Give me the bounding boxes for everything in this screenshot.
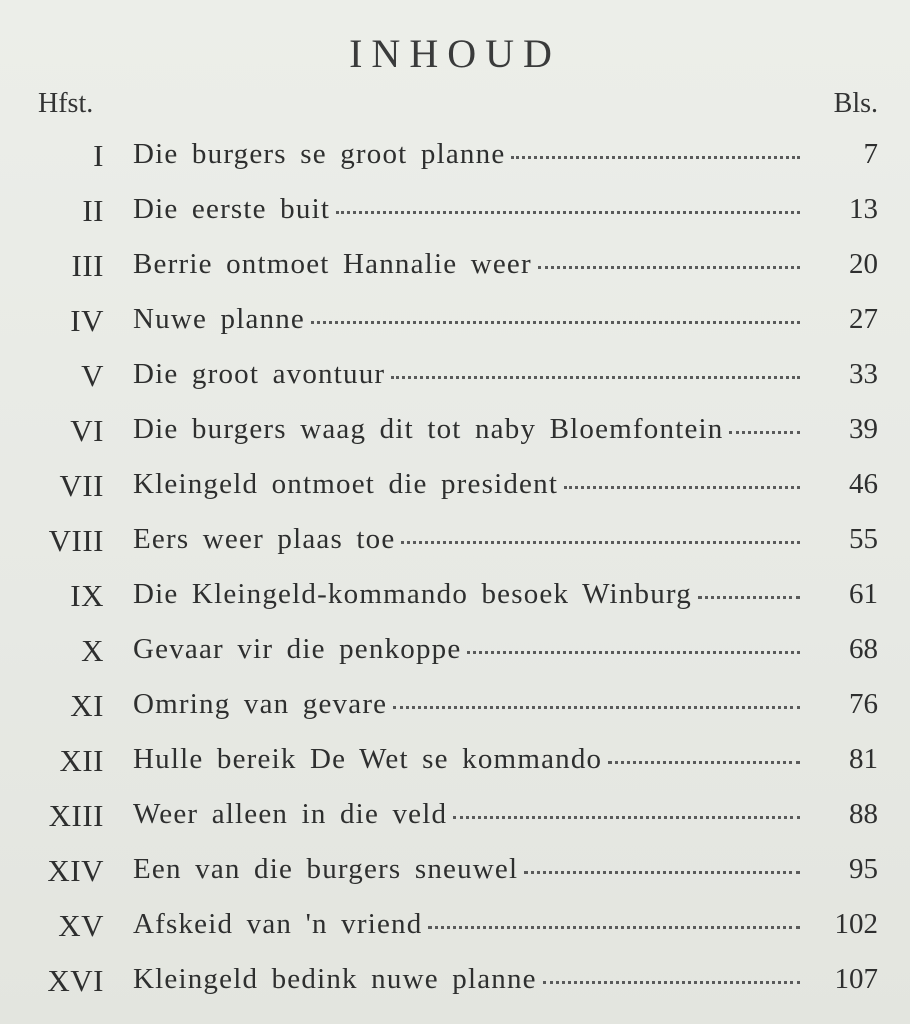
toc-row — [0, 185, 910, 239]
toc-row — [0, 405, 910, 459]
dot-leader — [311, 319, 800, 324]
dot-leader — [729, 429, 800, 434]
chapter-number: V — [81, 358, 104, 393]
chapter-number: X — [81, 633, 104, 668]
chapter-number: VII — [59, 468, 104, 503]
toc-entry — [133, 468, 800, 501]
chapter-title: Een van die burgers sneuwel — [133, 853, 519, 885]
toc-row — [0, 570, 910, 624]
dot-leader — [428, 924, 800, 929]
page-number: 27 — [849, 303, 878, 335]
toc-entry — [133, 523, 800, 556]
chapter-column-header: Hfst. — [38, 88, 94, 119]
toc-entry — [133, 358, 800, 391]
dot-leader — [393, 704, 800, 709]
chapter-title: Die eerste buit — [133, 193, 331, 225]
chapter-number: XIV — [47, 853, 104, 888]
table-of-contents — [0, 130, 910, 1020]
page-number: 39 — [849, 413, 878, 445]
toc-entry — [133, 853, 800, 886]
dot-leader — [467, 649, 800, 654]
toc-entry — [133, 413, 800, 446]
chapter-title: Eers weer plaas toe — [133, 523, 396, 555]
toc-entry — [133, 138, 800, 171]
chapter-title: Die groot avontuur — [133, 358, 386, 390]
dot-leader — [453, 814, 800, 819]
dot-leader — [608, 759, 800, 764]
toc-row — [0, 735, 910, 789]
dot-leader — [401, 539, 800, 544]
chapter-number: IV — [70, 303, 104, 338]
page-number: 76 — [849, 688, 878, 720]
chapter-title: Die burgers waag dit tot naby Bloemfontein — [133, 413, 724, 445]
page-number: 46 — [849, 468, 878, 500]
toc-entry — [133, 193, 800, 226]
chapter-number: XI — [70, 688, 104, 723]
page-number: 88 — [849, 798, 878, 830]
page-column-header: Bls. — [833, 88, 878, 119]
toc-row — [0, 350, 910, 404]
page-number: 13 — [849, 193, 878, 225]
page-number: 102 — [834, 908, 878, 940]
chapter-title: Kleingeld bedink nuwe planne — [133, 963, 537, 995]
chapter-title: Omring van gevare — [133, 688, 388, 720]
chapter-number: VI — [70, 413, 104, 448]
toc-row — [0, 955, 910, 1009]
toc-row — [0, 240, 910, 294]
chapter-number: III — [71, 248, 104, 283]
chapter-number: VIII — [48, 523, 104, 558]
toc-row — [0, 295, 910, 349]
chapter-title: Nuwe planne — [133, 303, 306, 335]
toc-entry — [133, 908, 800, 941]
page-number: 81 — [849, 743, 878, 775]
chapter-number: XII — [59, 743, 104, 778]
dot-leader — [543, 979, 800, 984]
chapter-title: Die burgers se groot planne — [133, 138, 506, 170]
chapter-title: Gevaar vir die penkoppe — [133, 633, 462, 665]
page-number: 7 — [863, 138, 878, 170]
toc-entry — [133, 248, 800, 281]
toc-row — [0, 625, 910, 679]
toc-row — [0, 845, 910, 899]
toc-entry — [133, 578, 800, 611]
page-title: INHOUD — [349, 31, 561, 76]
chapter-number: II — [82, 193, 104, 228]
dot-leader — [538, 264, 800, 269]
page-number: 68 — [849, 633, 878, 665]
chapter-title: Afskeid van 'n vriend — [133, 908, 423, 940]
page-number: 95 — [849, 853, 878, 885]
page-number: 55 — [849, 523, 878, 555]
chapter-number: XV — [58, 908, 104, 943]
toc-entry — [133, 743, 800, 776]
page-number: 20 — [849, 248, 878, 280]
toc-entry — [133, 963, 800, 996]
dot-leader — [564, 484, 800, 489]
toc-row — [0, 130, 910, 184]
chapter-title: Weer alleen in die veld — [133, 798, 448, 830]
toc-entry — [133, 798, 800, 831]
chapter-number: XIII — [48, 798, 104, 833]
dot-leader — [524, 869, 800, 874]
dot-leader — [336, 209, 800, 214]
chapter-title: Die Kleingeld-kommando besoek Winburg — [133, 578, 692, 610]
toc-entry — [133, 303, 800, 336]
toc-entry — [133, 688, 800, 721]
page-number: 61 — [849, 578, 878, 610]
chapter-title: Berrie ontmoet Hannalie weer — [133, 248, 532, 280]
toc-row — [0, 680, 910, 734]
page-number: 33 — [849, 358, 878, 390]
chapter-title: Kleingeld ontmoet die president — [133, 468, 559, 500]
dot-leader — [698, 594, 800, 599]
dot-leader — [391, 374, 800, 379]
chapter-title: Hulle bereik De Wet se kommando — [133, 743, 603, 775]
toc-entry — [133, 633, 800, 666]
page-number: 107 — [834, 963, 878, 995]
chapter-number: XVI — [47, 963, 104, 998]
chapter-number: I — [93, 138, 104, 173]
toc-row — [0, 460, 910, 514]
toc-row — [0, 900, 910, 954]
toc-row — [0, 790, 910, 844]
chapter-number: IX — [70, 578, 104, 613]
toc-row — [0, 515, 910, 569]
dot-leader — [511, 154, 800, 159]
